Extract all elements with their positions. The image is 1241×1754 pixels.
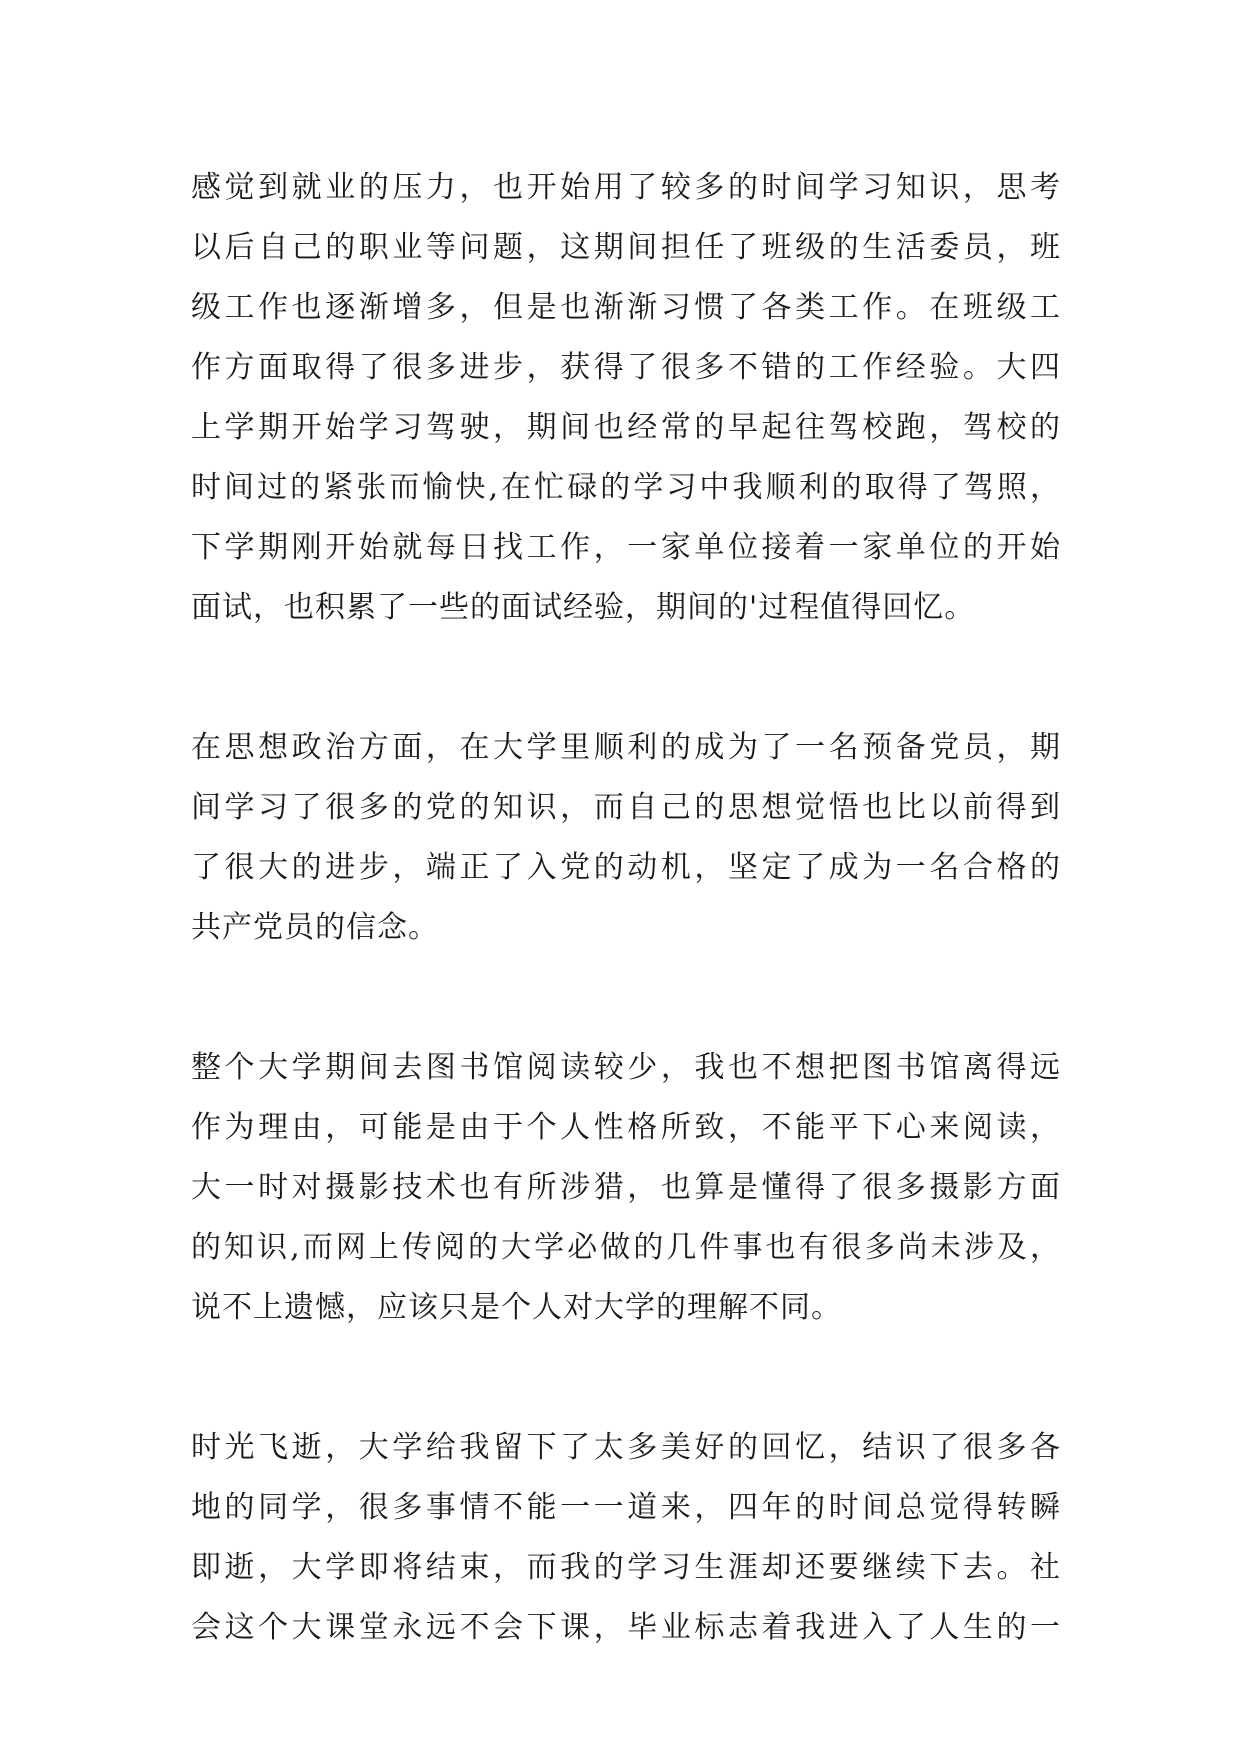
text-line: 上学期开始学习驾驶，期间也经常的早起往驾校跑，驾校的 — [191, 410, 1061, 445]
document-body — [191, 158, 1061, 1658]
text-line: 整个大学期间去图书馆阅读较少，我也不想把图书馆离得远 — [191, 1050, 1061, 1085]
text-line: 感觉到就业的压力，也开始用了较多的时间学习知识，思考 — [191, 170, 1061, 205]
text-line: 即逝，大学即将结束，而我的学习生涯却还要继续下去。社 — [191, 1550, 1061, 1585]
text-line: 作方面取得了很多进步，获得了很多不错的工作经验。大四 — [191, 350, 1061, 385]
paragraph-4 — [191, 1418, 1061, 1658]
paragraph-gap — [191, 638, 1061, 718]
paragraph-2 — [191, 718, 1061, 958]
text-line: 地的同学，很多事情不能一一道来，四年的时间总觉得转瞬 — [191, 1490, 1061, 1525]
text-line: 在思想政治方面，在大学里顺利的成为了一名预备党员，期 — [191, 730, 1061, 765]
text-line: 说不上遗憾，应该只是个人对大学的理解不同。 — [191, 1290, 842, 1325]
text-line: 下学期刚开始就每日找工作，一家单位接着一家单位的开始 — [191, 530, 1061, 565]
text-line: 了很大的进步，端正了入党的动机，坚定了成为一名合格的 — [191, 850, 1061, 885]
text-line: 时间过的紧张而愉快,在忙碌的学习中我顺利的取得了驾照， — [191, 470, 1061, 505]
text-line: 作为理由，可能是由于个人性格所致，不能平下心来阅读， — [191, 1110, 1061, 1145]
text-line: 的知识,而网上传阅的大学必做的几件事也有很多尚未涉及， — [191, 1230, 1061, 1265]
paragraph-gap — [191, 958, 1061, 1038]
text-line: 以后自己的职业等问题，这期间担任了班级的生活委员，班 — [191, 230, 1061, 265]
text-line: 大一时对摄影技术也有所涉猎，也算是懂得了很多摄影方面 — [191, 1170, 1061, 1205]
text-line: 级工作也逐渐增多，但是也渐渐习惯了各类工作。在班级工 — [191, 290, 1061, 325]
paragraph-3 — [191, 1038, 1061, 1338]
text-line: 面试，也积累了一些的面试经验，期间的'过程值得回忆。 — [191, 590, 976, 625]
text-line: 间学习了很多的党的知识，而自己的思想觉悟也比以前得到 — [191, 790, 1061, 825]
text-line: 会这个大课堂永远不会下课，毕业标志着我进入了人生的一 — [191, 1610, 1061, 1645]
text-line: 时光飞逝，大学给我留下了太多美好的回忆，结识了很多各 — [191, 1430, 1061, 1465]
paragraph-gap — [191, 1338, 1061, 1418]
text-line: 共产党员的信念。 — [191, 910, 439, 945]
paragraph-1 — [191, 158, 1061, 638]
